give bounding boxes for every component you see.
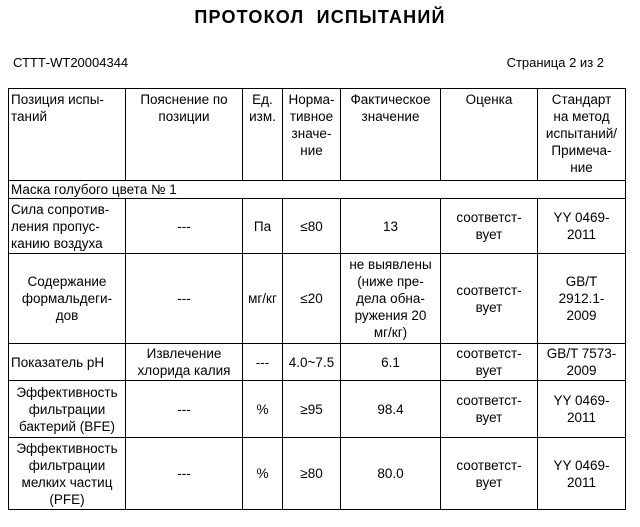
header-note: Пояснение по позиции bbox=[126, 89, 243, 181]
cell-position: Эффективность фильтрации бактерий (BFE) bbox=[9, 381, 126, 438]
cell-unit: Па bbox=[243, 199, 283, 254]
header-norm: Норма- тивное значе- ние bbox=[283, 89, 341, 181]
cell-actual: 13 bbox=[341, 199, 441, 254]
table-row bbox=[9, 199, 626, 254]
cell-unit: --- bbox=[243, 344, 283, 381]
cell-actual: 6.1 bbox=[341, 344, 441, 381]
cell-evaluation: соответст- вует bbox=[441, 344, 538, 381]
cell-standard: GB/T 2912.1- 2009 bbox=[538, 254, 626, 344]
document-id: СТТТ-WT20004344 bbox=[13, 55, 129, 70]
cell-unit: % bbox=[243, 381, 283, 438]
cell-note: --- bbox=[126, 254, 243, 344]
cell-evaluation: соответст- вует bbox=[441, 254, 538, 344]
table-row bbox=[9, 344, 626, 381]
table-header-row bbox=[9, 89, 626, 181]
cell-actual: не выявлены (ниже пре- дела обна- ружения 20 мг/кг) bbox=[341, 254, 441, 344]
header-standard: Стандарт на метод испытаний/ Примеча- ние bbox=[538, 89, 626, 181]
document-title: ПРОТОКОЛ ИСПЫТАНИЙ bbox=[194, 7, 446, 27]
cell-note: --- bbox=[126, 438, 243, 510]
cell-standard: YY 0469- 2011 bbox=[538, 199, 626, 254]
cell-position: Показатель pH bbox=[9, 344, 126, 381]
cell-norm: ≥95 bbox=[283, 381, 341, 438]
table-row bbox=[9, 438, 626, 510]
cell-norm: ≤20 bbox=[283, 254, 341, 344]
cell-position: Содержание формальдеги- дов bbox=[9, 254, 126, 344]
cell-position: Эффективность фильтрации мелких частиц (PFE) bbox=[9, 438, 126, 510]
header-position: Позиция испы- таний bbox=[9, 89, 126, 181]
header-unit: Ед. изм. bbox=[243, 89, 283, 181]
cell-standard: GB/T 7573- 2009 bbox=[538, 344, 626, 381]
header-actual: Фактическое значение bbox=[341, 89, 441, 181]
table-row bbox=[9, 381, 626, 438]
cell-note: --- bbox=[126, 381, 243, 438]
page-number: Страница 2 из 2 bbox=[506, 55, 604, 70]
section-row bbox=[9, 181, 626, 199]
cell-norm: ≤80 bbox=[283, 199, 341, 254]
section-title: Маска голубого цвета № 1 bbox=[9, 181, 626, 199]
cell-position: Сила сопротив- ления пропус- канию воздуха bbox=[9, 199, 126, 254]
test-results-table bbox=[8, 88, 626, 510]
cell-unit: мг/кг bbox=[243, 254, 283, 344]
cell-note: Извлечение хлорида калия bbox=[126, 344, 243, 381]
cell-evaluation: соответст- вует bbox=[441, 381, 538, 438]
cell-norm: ≥80 bbox=[283, 438, 341, 510]
cell-standard: YY 0469- 2011 bbox=[538, 381, 626, 438]
cell-evaluation: соответст- вует bbox=[441, 199, 538, 254]
cell-evaluation: соответст- вует bbox=[441, 438, 538, 510]
cell-standard: YY 0469- 2011 bbox=[538, 438, 626, 510]
header-evaluation: Оценка bbox=[441, 89, 538, 181]
cell-norm: 4.0~7.5 bbox=[283, 344, 341, 381]
cell-actual: 80.0 bbox=[341, 438, 441, 510]
cell-unit: % bbox=[243, 438, 283, 510]
cell-actual: 98.4 bbox=[341, 381, 441, 438]
cell-note: --- bbox=[126, 199, 243, 254]
table-row bbox=[9, 254, 626, 344]
